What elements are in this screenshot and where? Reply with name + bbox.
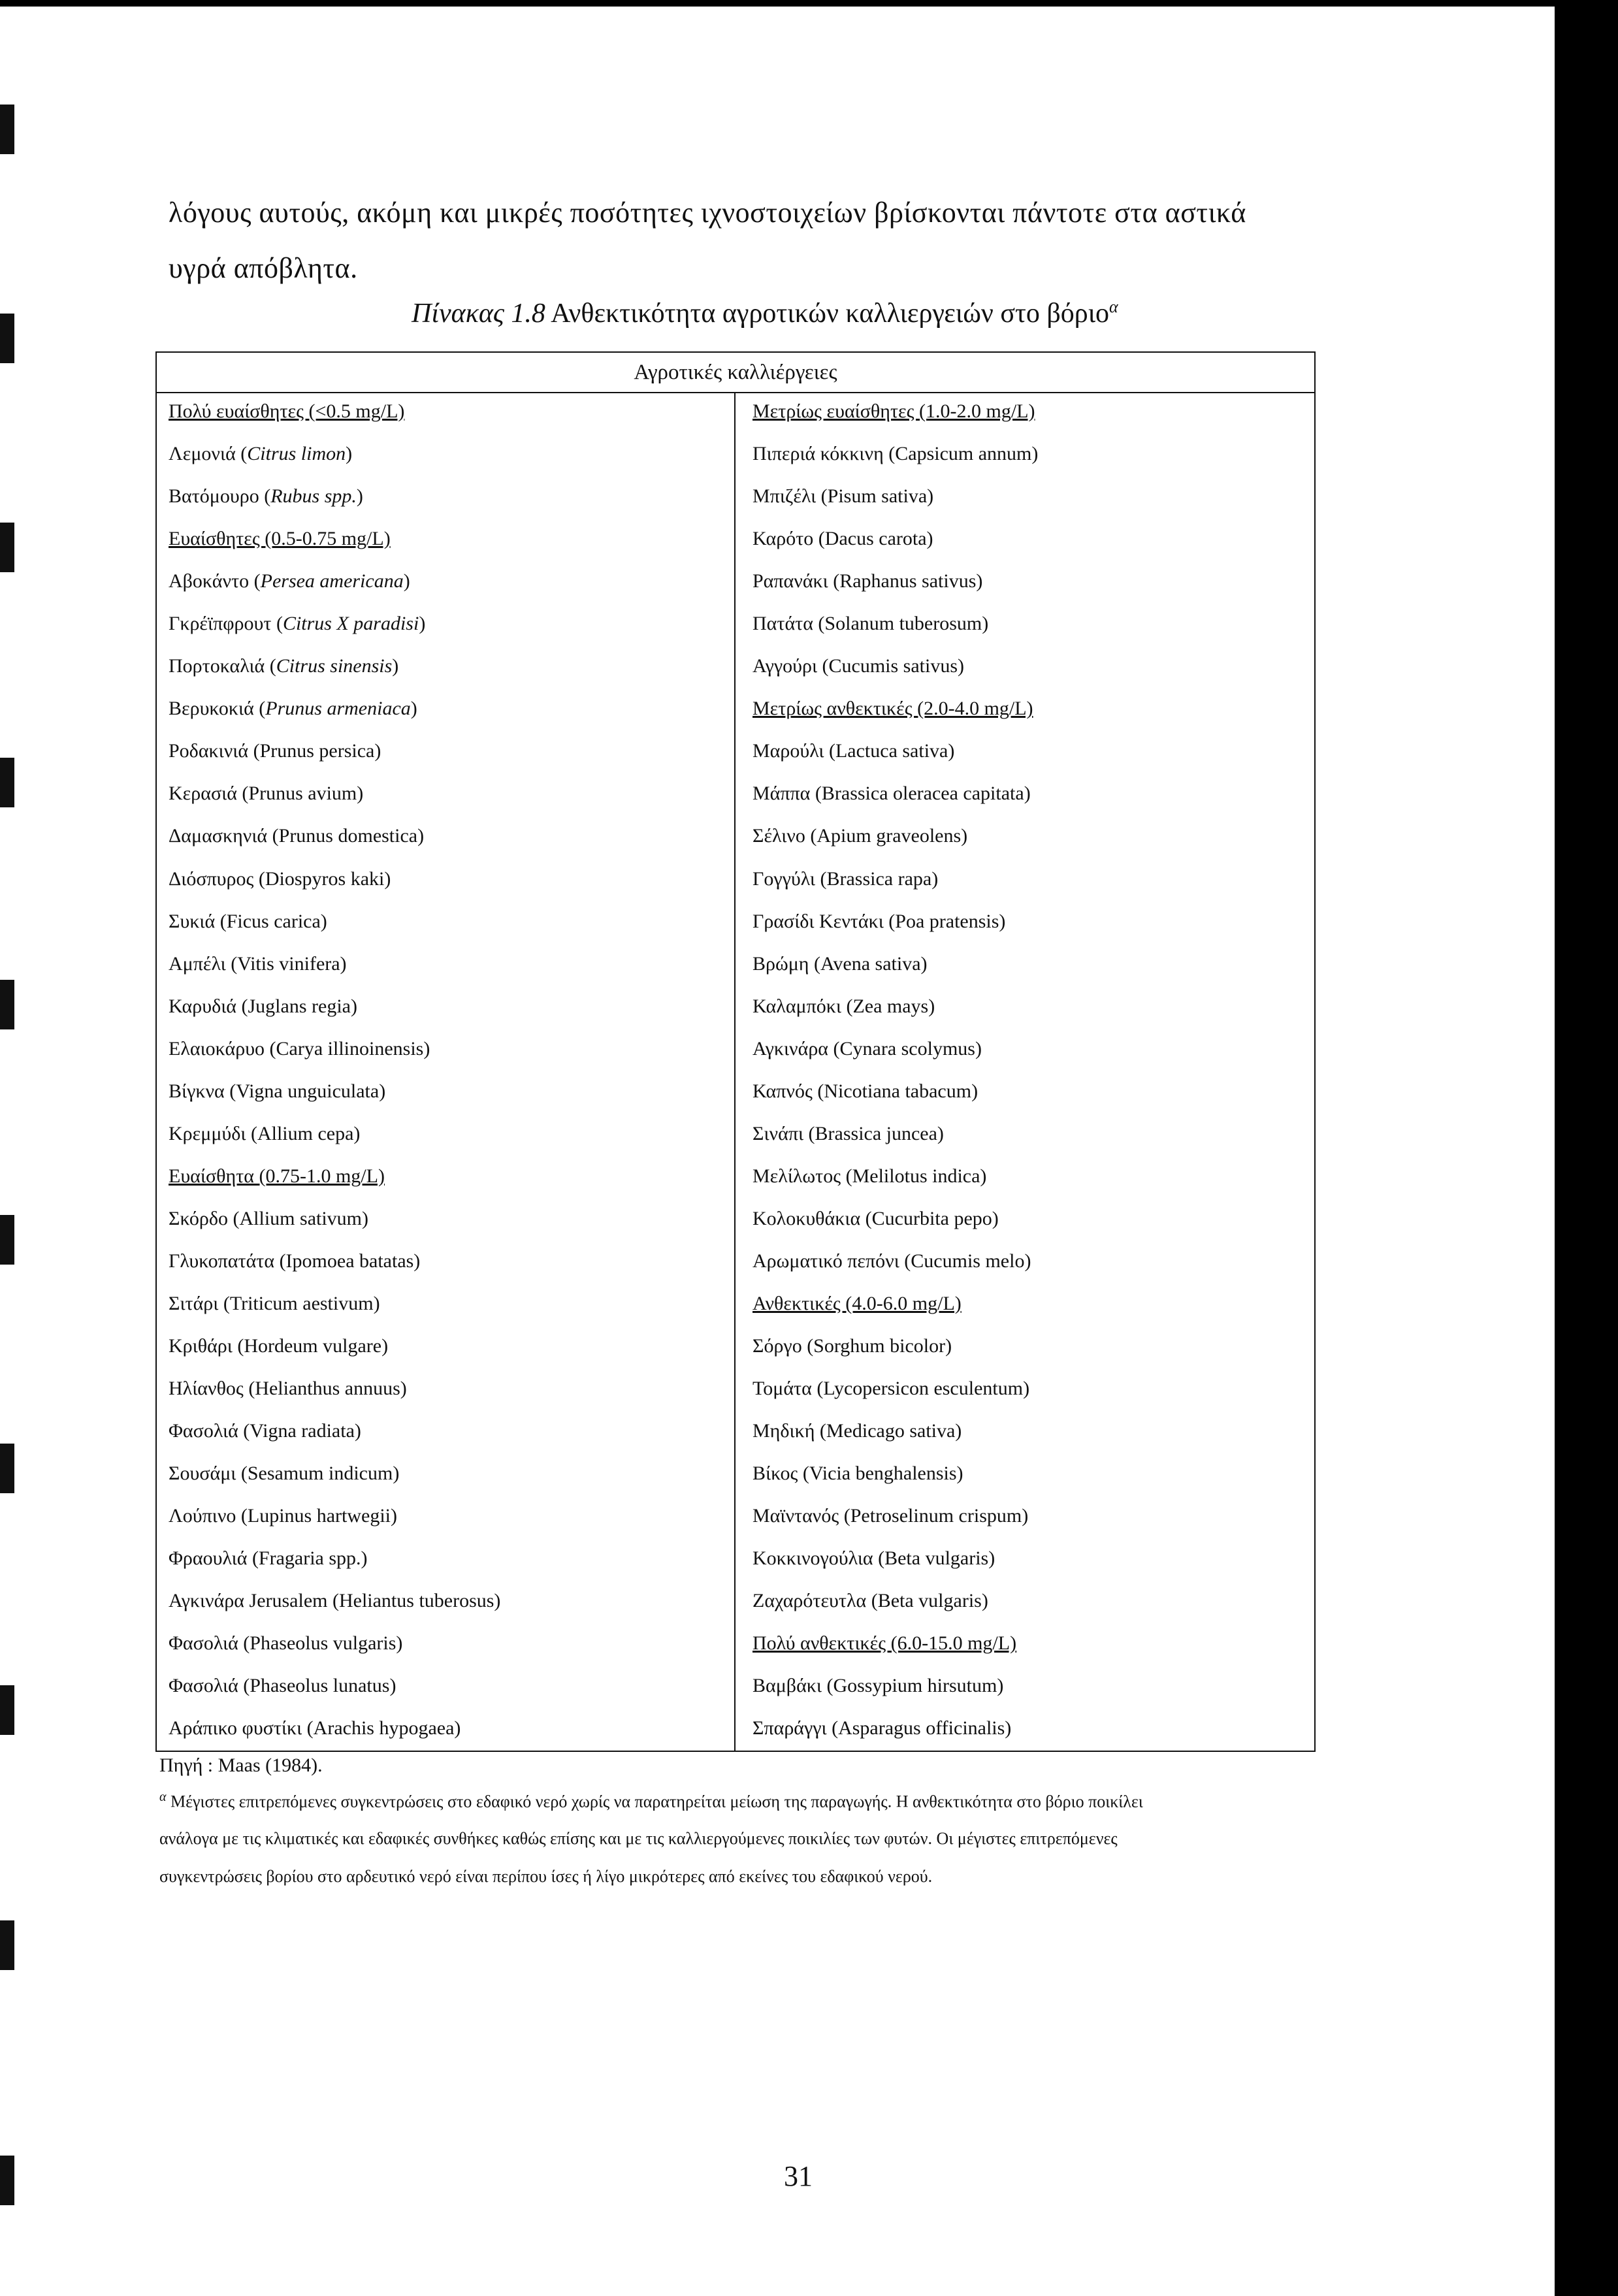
- crop-text: Σέλινο (Apium graveolens): [752, 825, 968, 847]
- table-row-crop: [752, 655, 1038, 697]
- crop-text: Ανθεκτικές (4.0-6.0 mg/L): [752, 1292, 962, 1314]
- crop-text: Μετρίως ανθεκτικές (2.0-4.0 mg/L): [752, 698, 1033, 720]
- scientific-name: Prunus armeniaca: [265, 698, 411, 720]
- crop-text-end: ): [419, 613, 426, 635]
- table-header: Αγροτικές καλλιέργειες: [157, 353, 1314, 393]
- caption-superscript: α: [1109, 297, 1118, 316]
- table-row-crop: [752, 1419, 1038, 1462]
- caption-title: Ανθεκτικότητα αγροτικών καλλιεργειών στο βόριο: [545, 299, 1109, 329]
- scientific-name: Citrus X paradisi: [282, 613, 419, 635]
- table-row-crop: [752, 867, 1038, 910]
- scientific-name: Rubus spp.: [270, 485, 357, 508]
- table-row-crop: [169, 952, 500, 995]
- table-row-crop: [169, 1122, 500, 1165]
- table-row-crop: [169, 995, 500, 1037]
- crop-text: Γρασίδι Κεντάκι (Poa pratensis): [752, 910, 1006, 932]
- crop-text: Κριθάρι (Hordeum vulgare): [169, 1335, 389, 1357]
- table-caption: [412, 297, 1118, 329]
- binding-mark: [0, 1685, 14, 1735]
- crop-text: Ραπανάκι (Raphanus sativus): [752, 570, 983, 592]
- table-category-heading: [169, 527, 500, 570]
- table-row-crop: [169, 782, 500, 824]
- crop-text-end: ): [356, 485, 363, 508]
- table-row-crop: [169, 1717, 500, 1759]
- table-row-crop: [169, 1080, 500, 1122]
- crop-text: Τομάτα (Lycopersicon esculentum): [752, 1378, 1030, 1400]
- crop-text-end: ): [403, 570, 410, 592]
- scientific-name: Citrus sinensis: [276, 655, 393, 677]
- table-row-crop: [752, 1377, 1038, 1419]
- crop-text: Συκιά (Ficus carica): [169, 910, 327, 932]
- table-row-crop: [169, 1674, 500, 1717]
- crop-text: Δαμασκηνιά (Prunus domestica): [169, 825, 425, 847]
- table-row-crop: [752, 1462, 1038, 1504]
- table-row-crop: [169, 612, 500, 655]
- table-row-crop: [169, 1504, 500, 1547]
- table-row-crop: [752, 1250, 1038, 1292]
- crop-text: Αράπικο φυστίκι (Arachis hypogaea): [169, 1717, 461, 1739]
- crop-text: Ευαίσθητα (0.75-1.0 mg/L): [169, 1165, 385, 1187]
- crop-text: Λούπινο (Lupinus hartwegii): [169, 1505, 397, 1527]
- table-row-crop: [169, 1250, 500, 1292]
- crop-text: Πατάτα (Solanum tuberosum): [752, 613, 989, 635]
- table-row-crop: [169, 570, 500, 612]
- binding-mark: [0, 1920, 14, 1970]
- table-row-crop: [752, 952, 1038, 995]
- crop-text: Αβοκάντο (: [169, 570, 261, 592]
- binding-mark: [0, 2156, 14, 2205]
- table-row-crop: [169, 1292, 500, 1334]
- crop-text: Σκόρδο (Allium sativum): [169, 1207, 369, 1229]
- crop-text: Διόσπυρος (Diospyros kaki): [169, 867, 391, 890]
- footnote-text-1: Μέγιστες επιτρεπόμενες συγκεντρώσεις στο εδαφικό νερό χωρίς να παρατηρείται μείωση της παραγωγής. Η ανθεκτικότητα στο βόριο ποικίλει: [166, 1792, 1143, 1811]
- scientific-name: Persea americana: [260, 570, 404, 592]
- crop-text: Φασολιά (Phaseolus vulgaris): [169, 1632, 403, 1655]
- table-row-crop: [752, 1037, 1038, 1080]
- crop-text: Κερασιά (Prunus avium): [169, 783, 364, 805]
- crop-text: Καπνός (Nicotiana tabacum): [752, 1080, 979, 1102]
- crop-text: Κρεμμύδι (Allium cepa): [169, 1122, 361, 1144]
- crop-text: Πορτοκαλιά (: [169, 655, 276, 677]
- crop-text: Γλυκοπατάτα (Ipomoea batatas): [169, 1250, 421, 1272]
- crop-text-end: ): [410, 698, 417, 720]
- crop-text: Λεμονιά (: [169, 443, 248, 465]
- table-category-heading: [752, 1292, 1038, 1334]
- table-category-heading: [752, 400, 1038, 442]
- crop-text: Φραουλιά (Fragaria spp.): [169, 1547, 368, 1570]
- crop-text: Καρότο (Dacus carota): [752, 528, 933, 550]
- crop-text: Βίγκνα (Vigna unguiculata): [169, 1080, 386, 1102]
- table-row-crop: [169, 1589, 500, 1632]
- crop-text: Πολύ ανθεκτικές (6.0-15.0 mg/L): [752, 1632, 1017, 1655]
- table-row-crop: [169, 1037, 500, 1080]
- table-row-crop: [752, 1717, 1038, 1759]
- table-row-crop: [752, 1504, 1038, 1547]
- crop-text: Μετρίως ευαίσθητες (1.0-2.0 mg/L): [752, 400, 1035, 422]
- table-row-crop: [169, 910, 500, 952]
- crop-text: Βερυκοκιά (: [169, 698, 266, 720]
- table-source: Πηγή : Maas (1984).: [159, 1754, 323, 1776]
- table-row-crop: [752, 612, 1038, 655]
- crop-text: Γκρέϊπφρουτ (: [169, 613, 283, 635]
- table-category-heading: [752, 697, 1038, 739]
- table-row-crop: [169, 1632, 500, 1674]
- table-row-crop: [169, 442, 500, 485]
- table-category-heading: [169, 400, 500, 442]
- crop-text: Αγγούρι (Cucumis sativus): [752, 655, 964, 677]
- footnote-line-3: συγκεντρώσεις βορίου στο αρδευτικό νερό είναι περίπου ίσες ή λίγο μικρότερες από εκείνες του εδαφικού νερού.: [159, 1867, 933, 1886]
- crop-text: Σπαράγγι (Asparagus officinalis): [752, 1717, 1012, 1739]
- crop-text: Αγκινάρα Jerusalem (Heliantus tuberosus): [169, 1590, 501, 1612]
- crop-text: Πολύ ευαίσθητες (<0.5 mg/L): [169, 400, 405, 422]
- table-row-crop: [169, 1419, 500, 1462]
- left-column: [169, 400, 500, 1760]
- table-row-crop: [752, 1674, 1038, 1717]
- crop-text-end: ): [392, 655, 399, 677]
- table-row-crop: [169, 1547, 500, 1589]
- table-row-crop: [169, 485, 500, 527]
- footnote-line-1: [159, 1790, 1143, 1812]
- table-row-crop: [169, 1207, 500, 1250]
- crop-text: Καλαμπόκι (Zea mays): [752, 995, 935, 1017]
- binding-mark: [0, 314, 14, 363]
- crop-text: Ευαίσθητες (0.5-0.75 mg/L): [169, 528, 391, 550]
- binding-mark: [0, 758, 14, 807]
- table-row-crop: [752, 1334, 1038, 1377]
- table-row-crop: [752, 1589, 1038, 1632]
- crop-text: Μαρούλι (Lactuca sativa): [752, 740, 955, 762]
- crop-text: Μάππα (Brassica oleracea capitata): [752, 783, 1031, 805]
- table-row-crop: [752, 570, 1038, 612]
- binding-mark: [0, 1444, 14, 1493]
- table-row-crop: [169, 824, 500, 867]
- table-row-crop: [752, 995, 1038, 1037]
- table-row-crop: [169, 1377, 500, 1419]
- crop-text: Σουσάμι (Sesamum indicum): [169, 1463, 400, 1485]
- crop-text: Μελίλωτος (Melilotus indica): [752, 1165, 987, 1187]
- table-row-crop: [169, 739, 500, 782]
- table-row-crop: [169, 655, 500, 697]
- table-row-crop: [752, 910, 1038, 952]
- table-category-heading: [752, 1632, 1038, 1674]
- crop-text: Μηδική (Medicago sativa): [752, 1420, 962, 1442]
- crop-text: Κοκκινογούλια (Beta vulgaris): [752, 1547, 995, 1570]
- crop-text: Βαμβάκι (Gossypium hirsutum): [752, 1675, 1004, 1697]
- binding-mark: [0, 980, 14, 1029]
- intro-line-2: υγρά απόβλητα.: [169, 252, 358, 284]
- crop-text: Σόργο (Sorghum bicolor): [752, 1335, 952, 1357]
- crop-text: Κολοκυθάκια (Cucurbita pepo): [752, 1207, 999, 1229]
- crop-text: Πιπεριά κόκκινη (Capsicum annum): [752, 443, 1039, 465]
- crop-text-end: ): [346, 443, 353, 465]
- crop-text: Σιτάρι (Triticum aestivum): [169, 1292, 380, 1314]
- table-row-crop: [169, 1334, 500, 1377]
- crop-text: Μαϊντανός (Petroselinum crispum): [752, 1505, 1029, 1527]
- footnote-line-2: ανάλογα με τις κλιματικές και εδαφικές συνθήκες καθώς επίσης και με τις καλλιεργούμενες ποικιλίες των φυτών. Οι μέγιστες επιτρεπόμενες: [159, 1829, 1118, 1848]
- crop-text: Ροδακινιά (Prunus persica): [169, 740, 381, 762]
- table-category-heading: [169, 1165, 500, 1207]
- table-row-crop: [752, 442, 1038, 485]
- crop-text: Αγκινάρα (Cynara scolymus): [752, 1037, 982, 1059]
- table-row-crop: [752, 485, 1038, 527]
- crop-tolerance-table: [155, 351, 1316, 1752]
- table-row-crop: [169, 697, 500, 739]
- crop-text: Φασολιά (Phaseolus lunatus): [169, 1675, 396, 1697]
- table-row-crop: [752, 824, 1038, 867]
- intro-line-1: λόγους αυτούς, ακόμη και μικρές ποσότητες ιχνοστοιχείων βρίσκονται πάντοτε στα αστικά: [169, 197, 1246, 229]
- page-number: 31: [784, 2160, 813, 2192]
- caption-label: Πίνακας 1.8: [412, 299, 545, 329]
- scan-top-border: [0, 0, 1618, 7]
- crop-text: Καρυδιά (Juglans regia): [169, 995, 357, 1017]
- column-divider: [734, 393, 736, 1752]
- crop-text: Βίκος (Vicia benghalensis): [752, 1463, 963, 1485]
- table-row-crop: [752, 1080, 1038, 1122]
- table-row-crop: [752, 739, 1038, 782]
- table-row-crop: [752, 1122, 1038, 1165]
- table-row-crop: [752, 1165, 1038, 1207]
- crop-text: Ζαχαρότευτλα (Beta vulgaris): [752, 1590, 988, 1612]
- table-row-crop: [752, 527, 1038, 570]
- scientific-name: Citrus limon: [247, 443, 346, 465]
- crop-text: Ελαιοκάρυο (Carya illinoinensis): [169, 1037, 430, 1059]
- crop-text: Μπιζέλι (Pisum sativa): [752, 485, 934, 508]
- table-row-crop: [752, 1207, 1038, 1250]
- footnote-marker: α: [159, 1790, 167, 1804]
- right-column: [752, 400, 1038, 1760]
- crop-text: Βρώμη (Avena sativa): [752, 952, 928, 975]
- crop-text: Αρωματικό πεπόνι (Cucumis melo): [752, 1250, 1031, 1272]
- binding-mark: [0, 523, 14, 572]
- crop-text: Φασολιά (Vigna radiata): [169, 1420, 361, 1442]
- binding-mark: [0, 105, 14, 154]
- table-row-crop: [752, 782, 1038, 824]
- crop-text: Ηλίανθος (Helianthus annuus): [169, 1378, 407, 1400]
- crop-text: Σινάπι (Brassica juncea): [752, 1122, 944, 1144]
- table-row-crop: [752, 1547, 1038, 1589]
- crop-text: Γογγύλι (Brassica rapa): [752, 867, 939, 890]
- crop-text: Αμπέλι (Vitis vinifera): [169, 952, 347, 975]
- table-row-crop: [169, 1462, 500, 1504]
- table-row-crop: [169, 867, 500, 910]
- crop-text: Βατόμουρο (: [169, 485, 271, 508]
- binding-mark: [0, 1215, 14, 1265]
